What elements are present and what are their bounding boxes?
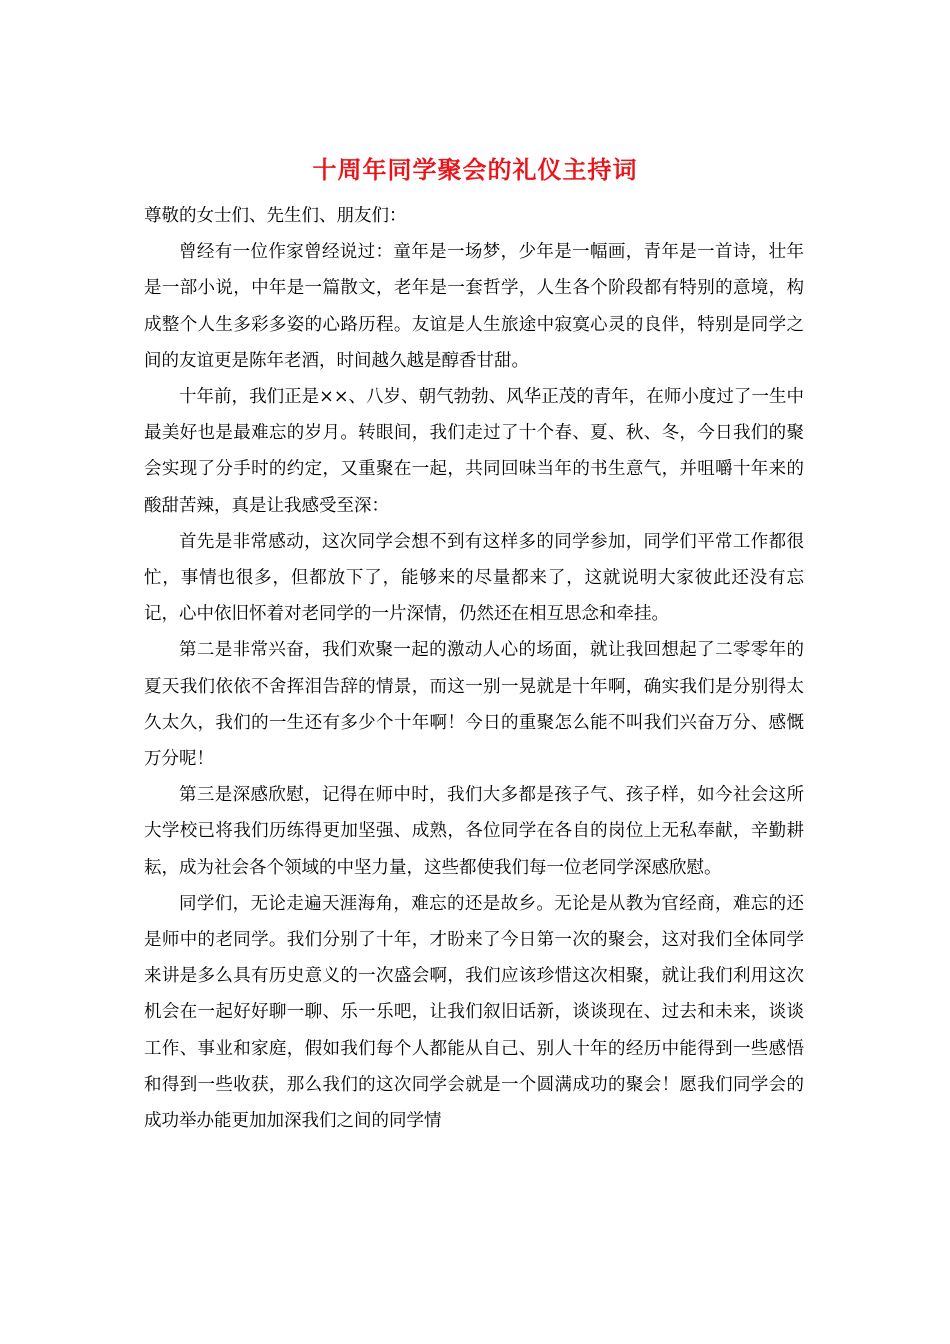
paragraph-5: 第三是深感欣慰，记得在师中时，我们大多都是孩子气、孩子样，如今社会这所大学校已将我们历练得更加坚强、成熟，各位同学在各自的岗位上无私奉献，辛勤耕耘，成为社会各个领域的中坚力量，这些都使我们每一位老同学深感欣慰。 <box>144 785 804 878</box>
salutation: 尊敬的女士们、先生们、朋友们： <box>144 206 407 226</box>
document-body <box>144 198 804 1139</box>
paragraph-4: 第二是非常兴奋，我们欢聚一起的激动人心的场面，就让我回想起了二零零年的夏天我们依依不舍挥泪告辞的情景，而这一别一晃就是十年啊，确实我们是分别得太久太久，我们的一生还有多少个十年啊！今日的重聚怎么能不叫我们兴奋万分、感慨万分呢！ <box>144 640 804 770</box>
document-title: 十周年同学聚会的礼仪主持词 <box>312 155 638 184</box>
paragraph-6: 同学们，无论走遍天涯海角，难忘的还是故乡。无论是从教为官经商，难忘的还是师中的老同学。我们分别了十年，才盼来了今日第一次的聚会，这对我们全体同学来讲是多么具有历史意义的一次盛会啊，我们应该珍惜这次相聚，就让我们利用这次机会在一起好好聊一聊、乐一乐吧，让我们叙旧话新，谈谈现在、过去和未来，谈谈工作、事业和家庭，假如我们每个人都能从自己、别人十年的经历中能得到一些感悟和得到一些收获，那么我们的这次同学会就是一个圆满成功的聚会！愿我们同学会的成功举办能更加加深我们之间的同学情 <box>144 893 804 1132</box>
paragraph-3: 首先是非常感动，这次同学会想不到有这样多的同学参加，同学们平常工作都很忙，事情也很多，但都放下了，能够来的尽量都来了，这就说明大家彼此还没有忘记，心中依旧怀着对老同学的一片深情，仍然还在相互思念和牵挂。 <box>144 531 804 625</box>
paragraph-1: 曾经有一位作家曾经说过：童年是一场梦，少年是一幅画，青年是一首诗，壮年是一部小说，中年是一篇散文，老年是一套哲学，人生各个阶段都有特别的意境，构成整个人生多彩多姿的心路历程。友谊是人生旅途中寂寞心灵的良伴，特别是同学之间的友谊更是陈年老酒，时间越久越是醇香甘甜。 <box>144 242 804 371</box>
paragraph-2: 十年前，我们正是××、八岁、朝气勃勃、风华正茂的青年，在师小度过了一生中最美好也是最难忘的岁月。转眼间，我们走过了十个春、夏、秋、冬，今日我们的聚会实现了分手时的约定，又重聚在一起，共同回味当年的书生意气，并咀嚼十年来的酸甜苦辣，真是让我感受至深： <box>144 387 804 516</box>
